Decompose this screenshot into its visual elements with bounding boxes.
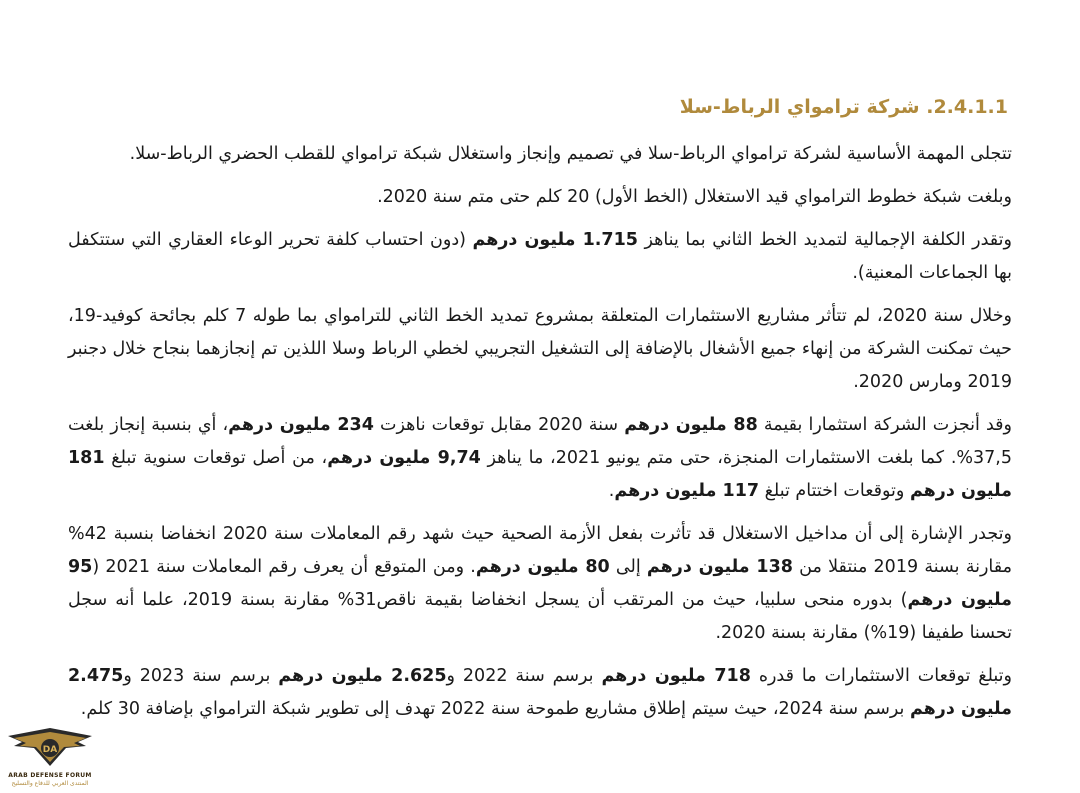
logo-name-en: ARAB DEFENSE FORUM — [8, 772, 92, 779]
document-page — [68, 96, 1012, 736]
paragraph: وتبلغ توقعات الاستثمارات ما قدره 718 مليون درهم برسم سنة 2022 و2.625 مليون درهم برسم سنة 2023 و2.475 مليون درهم برسم سنة 2024، حيث سيتم إطلاق مشاريع طموحة سنة 2022 تهدف إلى تطوير شبكة الترامواي بإضافة 30 كلم. — [68, 666, 1012, 719]
paragraph: وقد أنجزت الشركة استثمارا بقيمة 88 مليون درهم سنة 2020 مقابل توقعات ناهزت 234 مليون درهم، أي بنسبة إنجاز بلغت 37,5%. كما بلغت الاستثمارات المنجزة، حتى متم يونيو 2021، ما يناهز 9,74 مليون درهم، من أصل توقعات سنوية تبلغ 181 مليون درهم وتوقعات اختتام تبلغ 117 مليون درهم. — [68, 415, 1012, 501]
paragraph: وتقدر الكلفة الإجمالية لتمديد الخط الثاني بما يناهز 1.715 مليون درهم (دون احتساب كلفة تحرير الوعاء العقاري التي ستتكفل بها الجماعات المعنية). — [68, 230, 1012, 283]
paragraph: وتجدر الإشارة إلى أن مداخيل الاستغلال قد تأثرت بفعل الأزمة الصحية حيث شهد رقم المعاملات سنة 2020 انخفاضا بنسبة 42% مقارنة بسنة 2019 منتقلا من 138 مليون درهم إلى 80 مليون درهم. ومن المتوقع أن يعرف رقم المعاملات سنة 2021 (95 مليون درهم) بدوره منحى سلبيا، حيث من المرتقب أن يسجل انخفاضا بقيمة ناقص31% مقارنة بسنة 2019، علما أنه سجل تحسنا طفيفا (19%) مقارنة بسنة 2020. — [68, 524, 1012, 643]
paragraph: وخلال سنة 2020، لم تتأثر مشاريع الاستثمارات المتعلقة بمشروع تمديد الخط الثاني للترامواي بما طوله 7 كلم بجائحة كوفيد-19، حيث تمكنت الشركة من إنهاء جميع الأشغال بالإضافة إلى التشغيل التجريبي لخطي الرباط وسلا اللذين تم إنجازهما بنجاح خلال دجنبر 2019 ومارس 2020. — [68, 306, 1012, 392]
forum-watermark-logo — [0, 722, 100, 793]
logo-monogram: DA — [42, 745, 58, 755]
section-title: 2.4.1.1. شركة ترامواي الرباط-سلا — [679, 96, 1008, 118]
paragraph: وبلغت شبكة خطوط الترامواي قيد الاستغلال (الخط الأول) 20 كلم حتى متم سنة 2020. — [377, 187, 1012, 207]
paragraph: تتجلى المهمة الأساسية لشركة ترامواي الرباط-سلا في تصميم وإنجاز واستغلال شبكة ترامواي للقطب الحضري الرباط-سلا. — [129, 144, 1012, 164]
logo-name-ar: المنتدى العربي للدفاع والتسليح — [11, 780, 89, 787]
eagle-emblem-icon — [0, 722, 100, 772]
